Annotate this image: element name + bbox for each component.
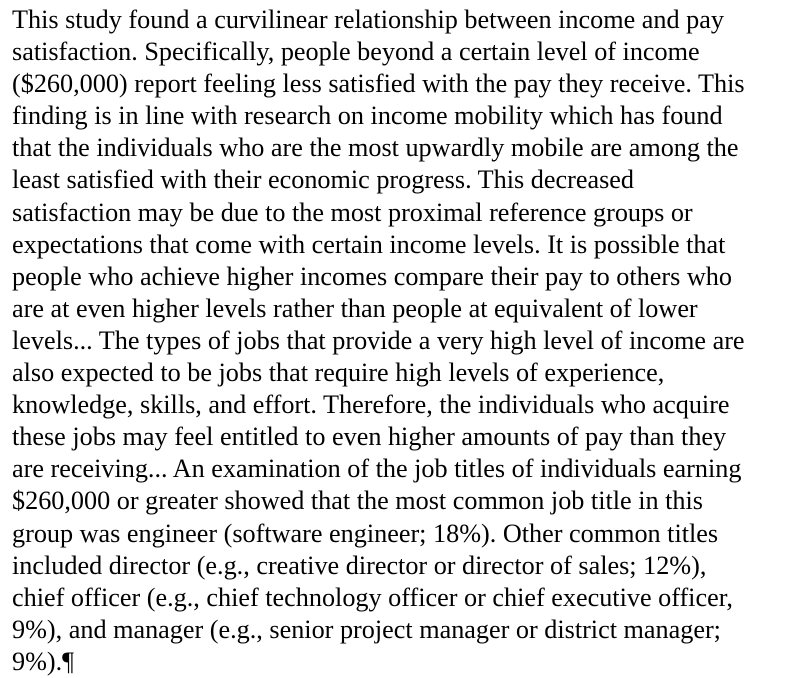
- paragraph-line-18: included director (e.g., creative director or director of sales; 12%),: [12, 550, 707, 580]
- paragraph-line-11: levels... The types of jobs that provide a very high level of income are: [12, 325, 745, 355]
- paragraph-line-16: $260,000 or greater showed that the most common job title in this: [12, 486, 703, 516]
- paragraph-line-20: 9%), and manager (e.g., senior project manager or district manager;: [12, 614, 721, 644]
- paragraph-line-10: are at even higher levels rather than people at equivalent of lower: [12, 293, 698, 323]
- paragraph-line-4: finding is in line with research on income mobility which has found: [12, 101, 723, 131]
- paragraph-line-13: knowledge, skills, and effort. Therefore, the individuals who acquire: [12, 390, 730, 420]
- paragraph-line-17: group was engineer (software engineer; 18%). Other common titles: [12, 518, 719, 548]
- paragraph-line-6: least satisfied with their economic progress. This decreased: [12, 165, 635, 195]
- paragraph-line-19: chief officer (e.g., chief technology officer or chief executive officer,: [12, 582, 733, 612]
- paragraph-line-12: also expected to be jobs that require high levels of experience,: [12, 358, 665, 388]
- paragraph-line-5: that the individuals who are the most upwardly mobile are among the: [12, 133, 739, 163]
- paragraph-line-3: ($260,000) report feeling less satisfied with the pay they receive. This: [12, 69, 745, 99]
- paragraph-line-21: 9%).¶: [12, 646, 75, 676]
- paragraph-line-2: satisfaction. Specifically, people beyond a certain level of income: [12, 37, 700, 67]
- paragraph-line-15: are receiving... An examination of the job titles of individuals earning: [12, 454, 742, 484]
- paragraph-line-14: these jobs may feel entitled to even higher amounts of pay than they: [12, 422, 727, 452]
- paragraph-line-9: people who achieve higher incomes compare their pay to others who: [12, 261, 732, 291]
- paragraph-line-1: This study found a curvilinear relationship between income and pay: [12, 5, 724, 34]
- body-paragraph[interactable]: [12, 4, 798, 678]
- paragraph-line-8: expectations that come with certain income levels. It is possible that: [12, 229, 726, 259]
- paragraph-line-7: satisfaction may be due to the most proximal reference groups or: [12, 197, 693, 227]
